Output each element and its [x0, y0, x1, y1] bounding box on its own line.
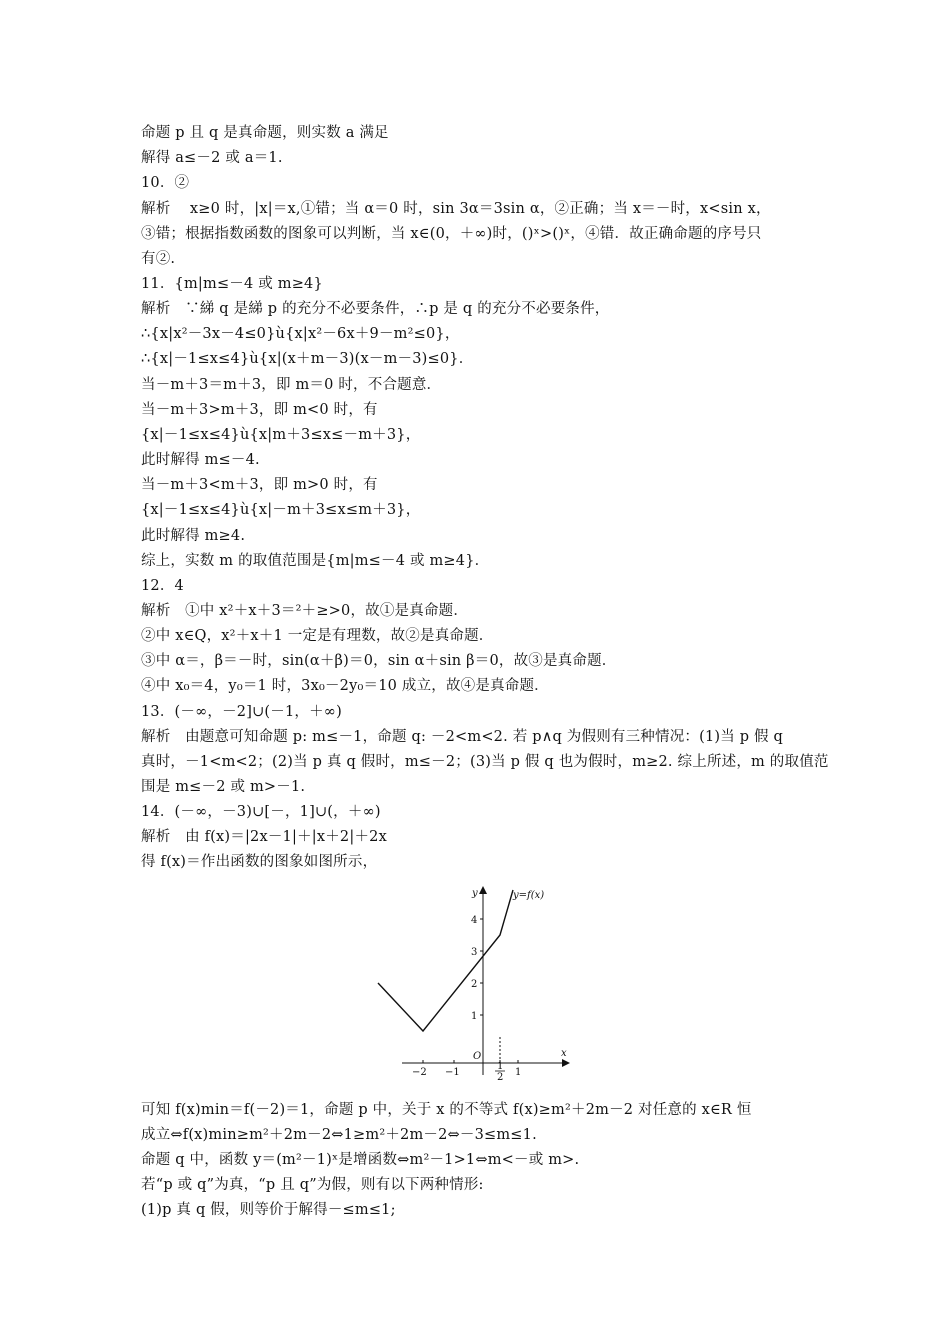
text-line: ②中 x∈Q，x²＋x＋1 一定是有理数，故②是真命题．: [141, 628, 494, 644]
y-tick-label: 2: [471, 979, 478, 990]
y-tick-label: 3: [471, 947, 478, 958]
text-line: 可知 f(x)min＝f(－2)＝1，命题 p 中，关于 x 的不等式 f(x)≥m²＋2m－2 对任意的 x∈R 恒: [141, 1102, 752, 1118]
text-line: 解析 ∵綈 q 是綈 p 的充分不必要条件，∴p 是 q 的充分不必要条件，: [141, 301, 610, 317]
function-graph-svg: [372, 880, 582, 1080]
function-curve: [378, 890, 513, 1031]
problem-11-answer: 11．{m|m≤－4 或 m≥4}: [141, 276, 323, 292]
x-tick-label: −2: [412, 1067, 427, 1078]
text-line: 当－m＋3>m＋3，即 m<0 时，有: [141, 402, 378, 418]
text-line: 解析 x≥0 时，|x|＝x,①错；当 α＝0 时，sin 3α＝3sin α，②正确；当 x＝－时，x<sin x，: [141, 201, 771, 217]
text-line: 综上，实数 m 的取值范围是{m|m≤－4 或 m≥4}．: [141, 553, 490, 569]
problem-14-answer: 14．(－∞，－3)∪[－，1]∪(，＋∞): [141, 804, 381, 820]
function-label: y=f(x): [513, 890, 545, 901]
text-line: 命题 q 中，函数 y＝(m²－1)ˣ是增函数⇔m²－1>1⇔m<－或 m>.: [141, 1152, 580, 1168]
text-line: 此时解得 m≤－4.: [141, 452, 260, 468]
half-denominator: 2: [497, 1072, 504, 1080]
text-line: {x|－1≤x≤4}ù{x|m＋3≤x≤－m＋3}，: [141, 427, 421, 443]
text-line: 解析 由题意可知命题 p: m≤－1，命题 q: －2<m<2. 若 p∧q 为假则有三种情况：(1)当 p 假 q: [141, 729, 784, 745]
text-line: 命题 p 且 q 是真命题，则实数 a 满足: [141, 125, 389, 141]
text-line: (1)p 真 q 假，则等价于解得－≤m≤1;: [141, 1202, 396, 1218]
y-tick-label: 4: [471, 915, 478, 926]
problem-13-answer: 13．(－∞，－2]∪(－1，＋∞): [141, 704, 342, 720]
text-line: 有②.: [141, 251, 176, 267]
text-line: 解析 由 f(x)＝|2x－1|＋|x＋2|＋2x: [141, 829, 387, 845]
origin-label: O: [473, 1051, 482, 1062]
x-tick-label: −1: [445, 1067, 460, 1078]
text-line: ∴{x|－1≤x≤4}ù{x|(x＋m－3)(x－m－3)≤0}．: [141, 351, 474, 367]
x-axis-label: x: [561, 1048, 567, 1059]
text-line: 围是 m≤－2 或 m>－1.: [141, 779, 306, 795]
y-axis-label: y: [472, 888, 478, 899]
text-line: ∴{x|x²－3x－4≤0}ù{x|x²－6x＋9－m²≤0}，: [141, 326, 460, 342]
text-line: ④中 x₀＝4，y₀＝1 时，3x₀－2y₀＝10 成立，故④是真命题．: [141, 678, 549, 694]
function-graph: [372, 880, 582, 1080]
text-line: ③错；根据指数函数的图象可以判断，当 x∈(0，＋∞)时，()ˣ>()ˣ，④错．故正确命题的序号只: [141, 226, 762, 242]
text-line: 当－m＋3<m＋3，即 m>0 时，有: [141, 477, 378, 493]
text-line: 解得 a≤－2 或 a＝1.: [141, 150, 283, 166]
y-tick-label: 1: [471, 1011, 478, 1022]
text-line: 解析 ①中 x²＋x＋3＝²＋≥>0，故①是真命题．: [141, 603, 469, 619]
text-line: 当－m＋3＝m＋3，即 m＝0 时，不合题意．: [141, 377, 442, 393]
text-line: 成立⇔f(x)min≥m²＋2m－2⇔1≥m²＋2m－2⇔－3≤m≤1.: [141, 1127, 537, 1143]
text-line: ③中 α＝，β＝－时，sin(α＋β)＝0，sin α＋sin β＝0，故③是真命题．: [141, 653, 617, 669]
text-line: 真时，－1<m<2；(2)当 p 真 q 假时，m≤－2；(3)当 p 假 q 也为假时，m≥2. 综上所述，m 的取值范: [141, 754, 829, 770]
problem-12-answer: 12．4: [141, 578, 184, 594]
problem-10-answer: 10．②: [141, 175, 190, 191]
text-line: 得 f(x)＝作出函数的图象如图所示，: [141, 854, 378, 870]
text-line: {x|－1≤x≤4}ù{x|－m＋3≤x≤m＋3}，: [141, 502, 421, 518]
text-line: 此时解得 m≥4.: [141, 528, 246, 544]
text-line: 若“p 或 q”为真，“p 且 q”为假，则有以下两种情形:: [141, 1177, 484, 1193]
x-tick-label: 1: [515, 1067, 522, 1078]
half-numerator: 1: [497, 1061, 504, 1072]
